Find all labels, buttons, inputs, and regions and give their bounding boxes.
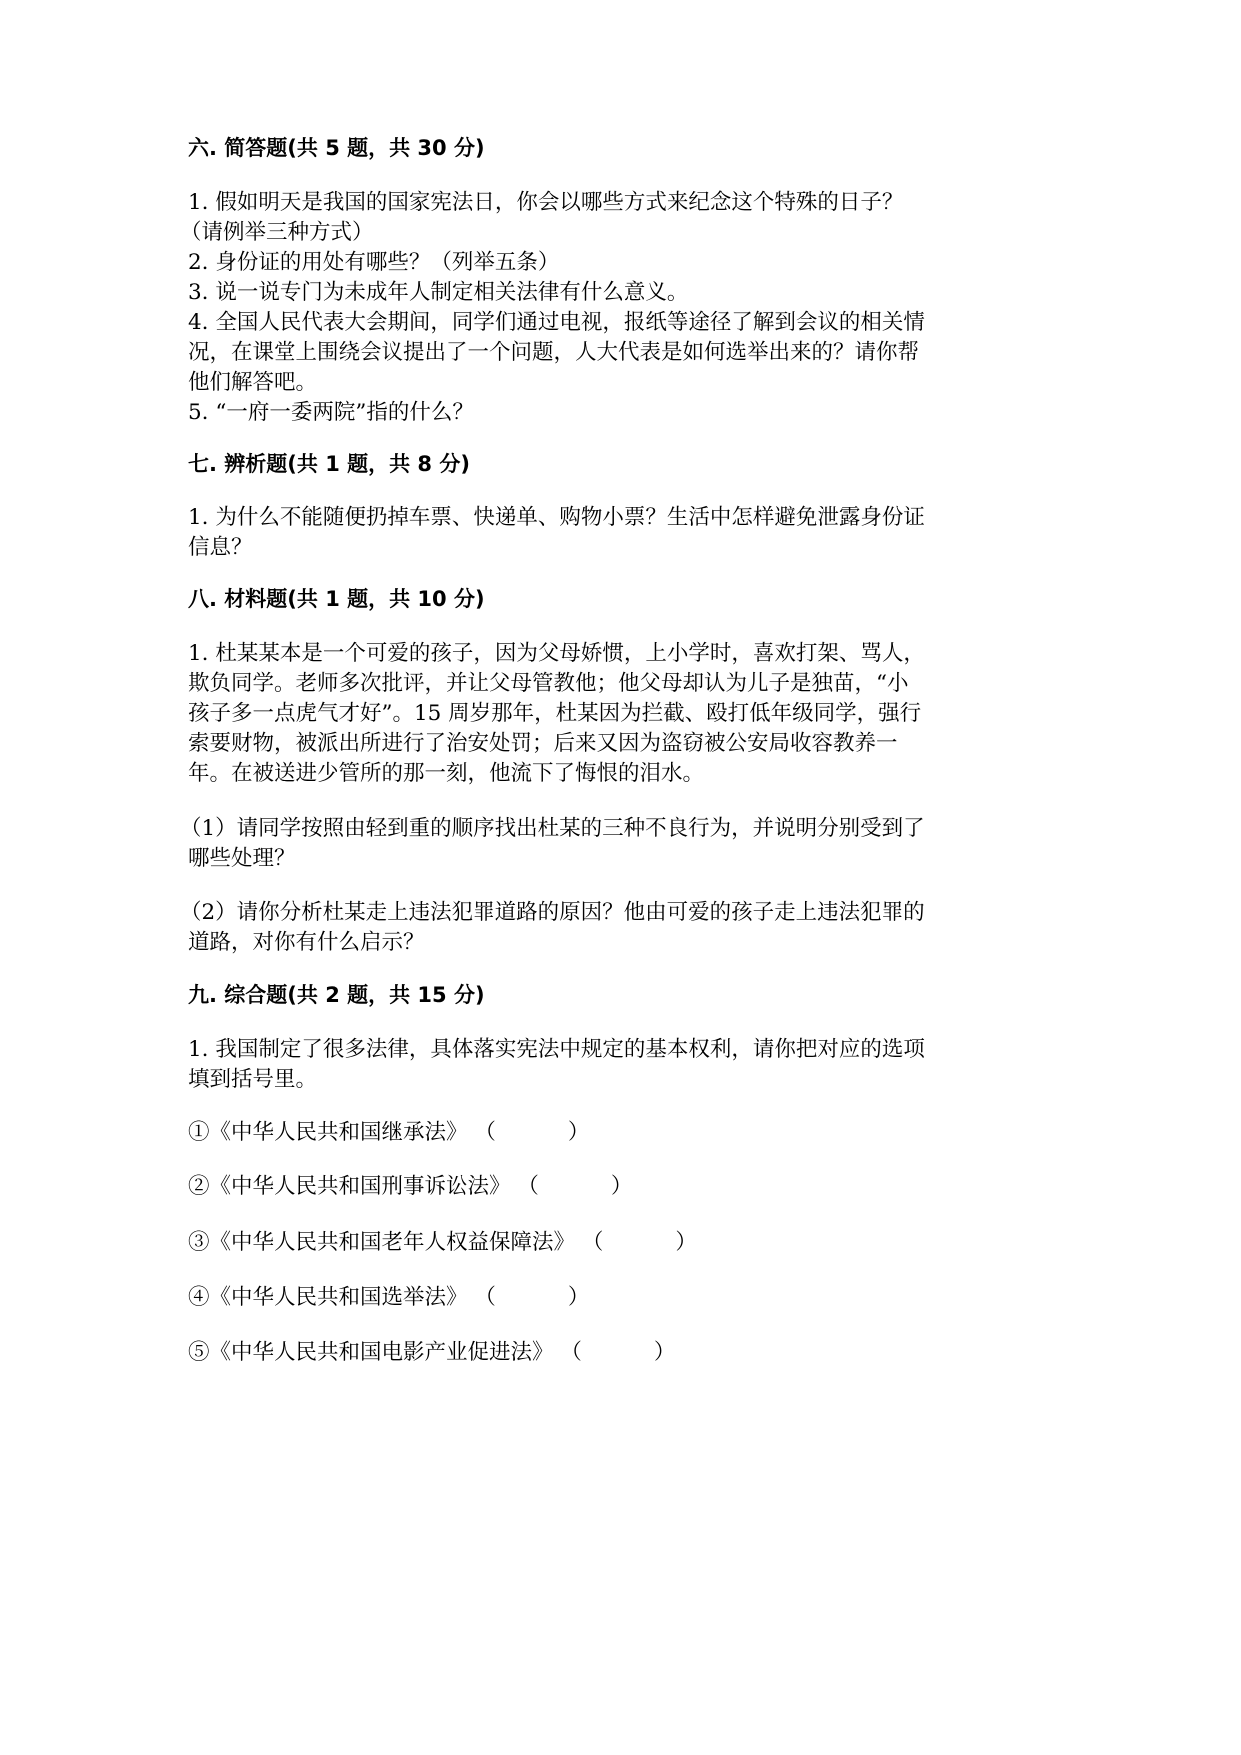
question-6-2 — [188, 248, 1058, 278]
question-7-1 — [188, 503, 1058, 563]
question-line: 1. 我国制定了很多法律，具体落实宪法中规定的基本权利，请你把对应的选项 — [188, 1037, 925, 1062]
section-heading-7: 七. 辨析题(共 1 题，共 8 分) — [188, 452, 470, 476]
question-line: （1）请同学按照由轻到重的顺序找出杜某的三种不良行为，并说明分别受到了 — [180, 816, 925, 841]
subquestion-8-1 — [180, 814, 1058, 874]
law-name: ①《中华人民共和国继承法》 — [188, 1120, 468, 1145]
bracket-open: （ — [560, 1340, 582, 1365]
question-line: 1. 杜某某本是一个可爱的孩子，因为父母娇惯，上小学时，喜欢打架、骂人， — [188, 641, 925, 666]
question-line: 欺负同学。老师多次批评，并让父母管教他；他父母却认为儿子是独苗，“小 — [188, 671, 909, 696]
bracket-open: （ — [474, 1120, 496, 1145]
section-heading-8: 八. 材料题(共 1 题，共 10 分) — [188, 587, 485, 611]
law-item-5 — [188, 1338, 675, 1368]
question-6-1 — [180, 188, 1058, 248]
bracket-open: （ — [474, 1285, 496, 1310]
question-line: 1. 为什么不能随便扔掉车票、快递单、购物小票？生活中怎样避免泄露身份证 — [188, 505, 925, 530]
question-line: 他们解答吧。 — [188, 370, 318, 395]
law-item-3 — [188, 1228, 697, 1258]
question-line: 4. 全国人民代表大会期间，同学们通过电视，报纸等途径了解到会议的相关情 — [188, 310, 925, 335]
bracket-close: ） — [653, 1340, 676, 1365]
question-line: （2）请你分析杜某走上违法犯罪道路的原因？他由可爱的孩子走上违法犯罪的 — [180, 900, 925, 925]
question-line: （请例举三种方式） — [180, 220, 374, 245]
question-9-1 — [188, 1035, 1058, 1095]
bracket-open: （ — [581, 1230, 604, 1255]
bracket-close: ） — [610, 1174, 633, 1199]
question-line: 孩子多一点虎气才好”。15 周岁那年，杜某因为拦截、殴打低年级同学，强行 — [188, 701, 922, 726]
question-line: 况，在课堂上围绕会议提出了一个问题，人大代表是如何选举出来的？请你帮 — [188, 340, 920, 365]
bracket-close: ） — [567, 1285, 590, 1310]
question-line: 3. 说一说专门为未成年人制定相关法律有什么意义。 — [188, 280, 689, 305]
question-line: 道路，对你有什么启示？ — [188, 930, 425, 955]
question-8-1 — [188, 639, 1058, 789]
question-line: 2. 身份证的用处有哪些？（列举五条） — [188, 250, 560, 275]
law-name: ④《中华人民共和国选举法》 — [188, 1285, 468, 1310]
question-line: 5. “一府一委两院”指的什么？ — [188, 400, 474, 425]
question-line: 1. 假如明天是我国的国家宪法日，你会以哪些方式来纪念这个特殊的日子？ — [188, 190, 904, 215]
document-page — [180, 0, 1068, 1755]
question-6-4 — [188, 308, 1058, 398]
bracket-close: ） — [675, 1230, 697, 1255]
question-line: 年。在被送进少管所的那一刻，他流下了悔恨的泪水。 — [188, 761, 705, 786]
question-line: 哪些处理？ — [188, 846, 296, 871]
question-line: 填到括号里。 — [188, 1067, 318, 1092]
section-heading-9: 九. 综合题(共 2 题，共 15 分) — [188, 983, 485, 1007]
law-item-1 — [188, 1118, 589, 1148]
question-6-5 — [188, 398, 1058, 428]
question-6-3 — [188, 278, 1058, 308]
law-name: ②《中华人民共和国刑事诉讼法》 — [188, 1174, 511, 1199]
question-line: 信息？ — [188, 535, 253, 560]
bracket-open: （ — [517, 1174, 539, 1199]
question-line: 索要财物，被派出所进行了治安处罚；后来又因为盗窃被公安局收容教养一 — [188, 731, 898, 756]
law-name: ③《中华人民共和国老年人权益保障法》 — [188, 1230, 576, 1255]
law-name: ⑤《中华人民共和国电影产业促进法》 — [188, 1340, 554, 1365]
law-item-2 — [188, 1172, 632, 1202]
bracket-close: ） — [567, 1120, 590, 1145]
subquestion-8-2 — [180, 898, 1058, 958]
law-item-4 — [188, 1283, 589, 1313]
section-heading-6: 六. 简答题(共 5 题，共 30 分) — [188, 136, 485, 160]
